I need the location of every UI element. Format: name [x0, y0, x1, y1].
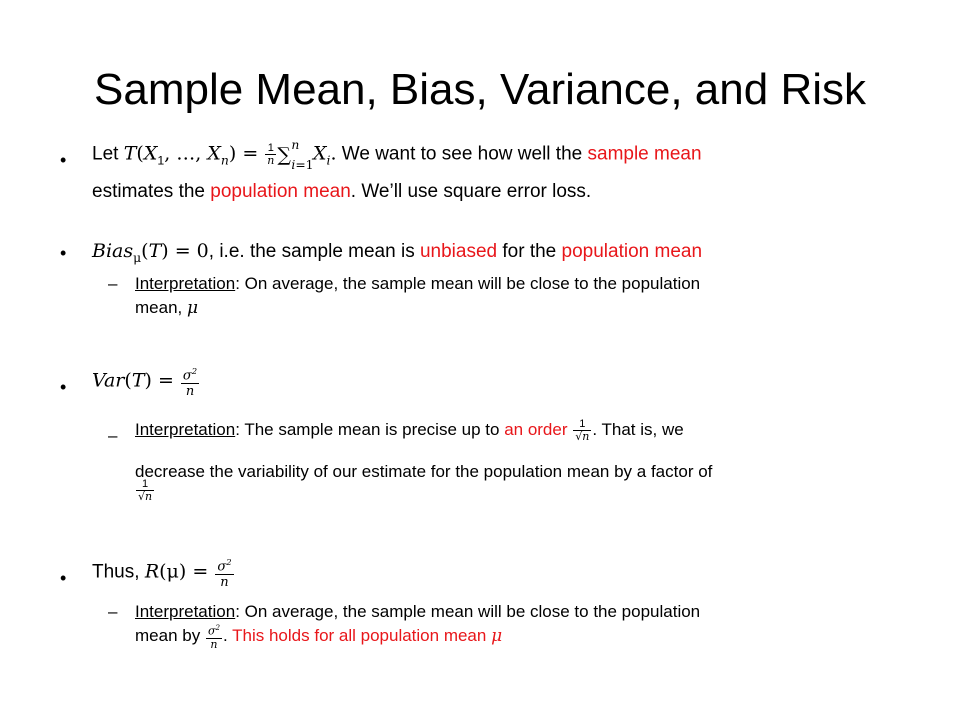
bullet-4-sub-label: Interpretation: [135, 602, 236, 621]
bullet-4-sub-line-2: [135, 622, 502, 651]
bullet-2-line-1: Bias$_\mu$(T) = 0, i.e. the sample mean is unbiased for the population mean: [92, 240, 703, 265]
slide-title: Sample Mean, Bias, Variance, and Risk: [94, 65, 866, 114]
bullet-3-sub-label: Interpretation: [135, 419, 236, 439]
bullet-3-marker: •: [60, 377, 67, 397]
bullet-3-sub-line-1: [135, 418, 684, 443]
bullet-2-sub-text-1: : On average, the sample mean will be close to the population: [235, 274, 701, 293]
bullet-2-sub-mu: μ: [186, 298, 199, 318]
bullet-4-marker: •: [60, 568, 67, 588]
bullet-3-sub-line-2: decrease the variability of our estimate for the population mean by a factor of: [135, 462, 713, 481]
bullet-2-text-2: for the: [497, 241, 562, 262]
bullet-2-red-unbiased: unbiased: [419, 241, 498, 262]
bullet-4-line-1: Thus, R(μ) = $\frac{\sigma^2}{n}$: [92, 557, 232, 591]
bullet-1-fraction: $\frac{1}{n}$: [267, 142, 275, 167]
bullet-1-text-3: . We’ll use square error loss.: [350, 181, 592, 202]
bullet-1-text-1: We want to see how well the: [336, 143, 588, 165]
bullet-4-sub-mu: μ: [491, 625, 503, 646]
bullet-4-sub-line-1: [135, 602, 700, 622]
bullet-4-sub-text-1: : On average, the sample mean will be close to the population: [235, 602, 701, 621]
bullet-2-marker: •: [60, 243, 67, 263]
bullet-3-sub-fraction-2: $\frac{1}{√n}$: [138, 478, 153, 503]
summation-symbol: ∑ n i=1: [277, 137, 314, 172]
bullet-2-sub-line-1: [135, 274, 700, 294]
bullet-3-line-1: Var(T) = $\frac{\sigma^2}{n}$: [92, 366, 198, 400]
bullet-1-red-population-mean: population mean: [210, 181, 351, 202]
bullet-2-sub-dash: –: [108, 274, 118, 293]
bullet-1-text-2: estimates the: [92, 181, 211, 202]
bullet-1-red-sample-mean: sample mean: [587, 143, 702, 165]
bullet-4-fraction: $\frac{\sigma^2}{n}$: [217, 557, 232, 591]
bullet-2-text-1: , i.e. the sample mean is: [208, 241, 420, 262]
bullet-2-sub-text-2: mean,: [135, 298, 187, 317]
bullet-3-sub-dash: –: [108, 426, 118, 445]
bullet-1-line-1: Let $T(X_1$, …, $X_n$) = $\frac{1}{n}$ ∑ n i=1 $X_i$. We want to see how well the sample mean: [92, 137, 702, 172]
bullet-4-sub-dash: –: [108, 602, 118, 621]
bullet-3-sub-text-1: : The sample mean is precise up to: [235, 419, 505, 439]
bullet-3-sub-red-an-order: an order: [504, 419, 568, 439]
bullet-2-formula: Bias: [92, 240, 134, 262]
bullet-1-marker: •: [60, 150, 67, 170]
bullet-4-sub-text-3: .: [223, 625, 233, 645]
bullet-4-sub-fraction: $\frac{\sigma^2}{n}$: [207, 623, 220, 651]
bullet-1-let: Let: [92, 143, 124, 165]
bullet-4-formula: R: [144, 560, 160, 583]
bullet-1-line-2: [92, 181, 591, 203]
bullet-3-sub-line-3: [135, 478, 155, 503]
bullet-4-sub-red-holds: This holds for all population mean: [232, 625, 492, 645]
bullet-3-formula: Var: [92, 369, 125, 392]
bullet-3-sub-fraction-1: $\frac{1}{√n}$: [575, 418, 590, 443]
bullet-2-sub-line-2: [135, 298, 198, 318]
bullet-2-sub-label: Interpretation: [135, 274, 236, 293]
bullet-3-fraction: $\frac{\sigma^2}{n}$: [182, 366, 198, 400]
bullet-4-sub-text-2: mean by: [135, 625, 205, 645]
bullet-4-thus: Thus,: [92, 561, 145, 583]
bullet-3-sub-text-2: . That is, we: [592, 419, 684, 439]
bullet-1-formula: T: [123, 142, 137, 165]
bullet-2-red-population-mean: population mean: [561, 241, 703, 262]
